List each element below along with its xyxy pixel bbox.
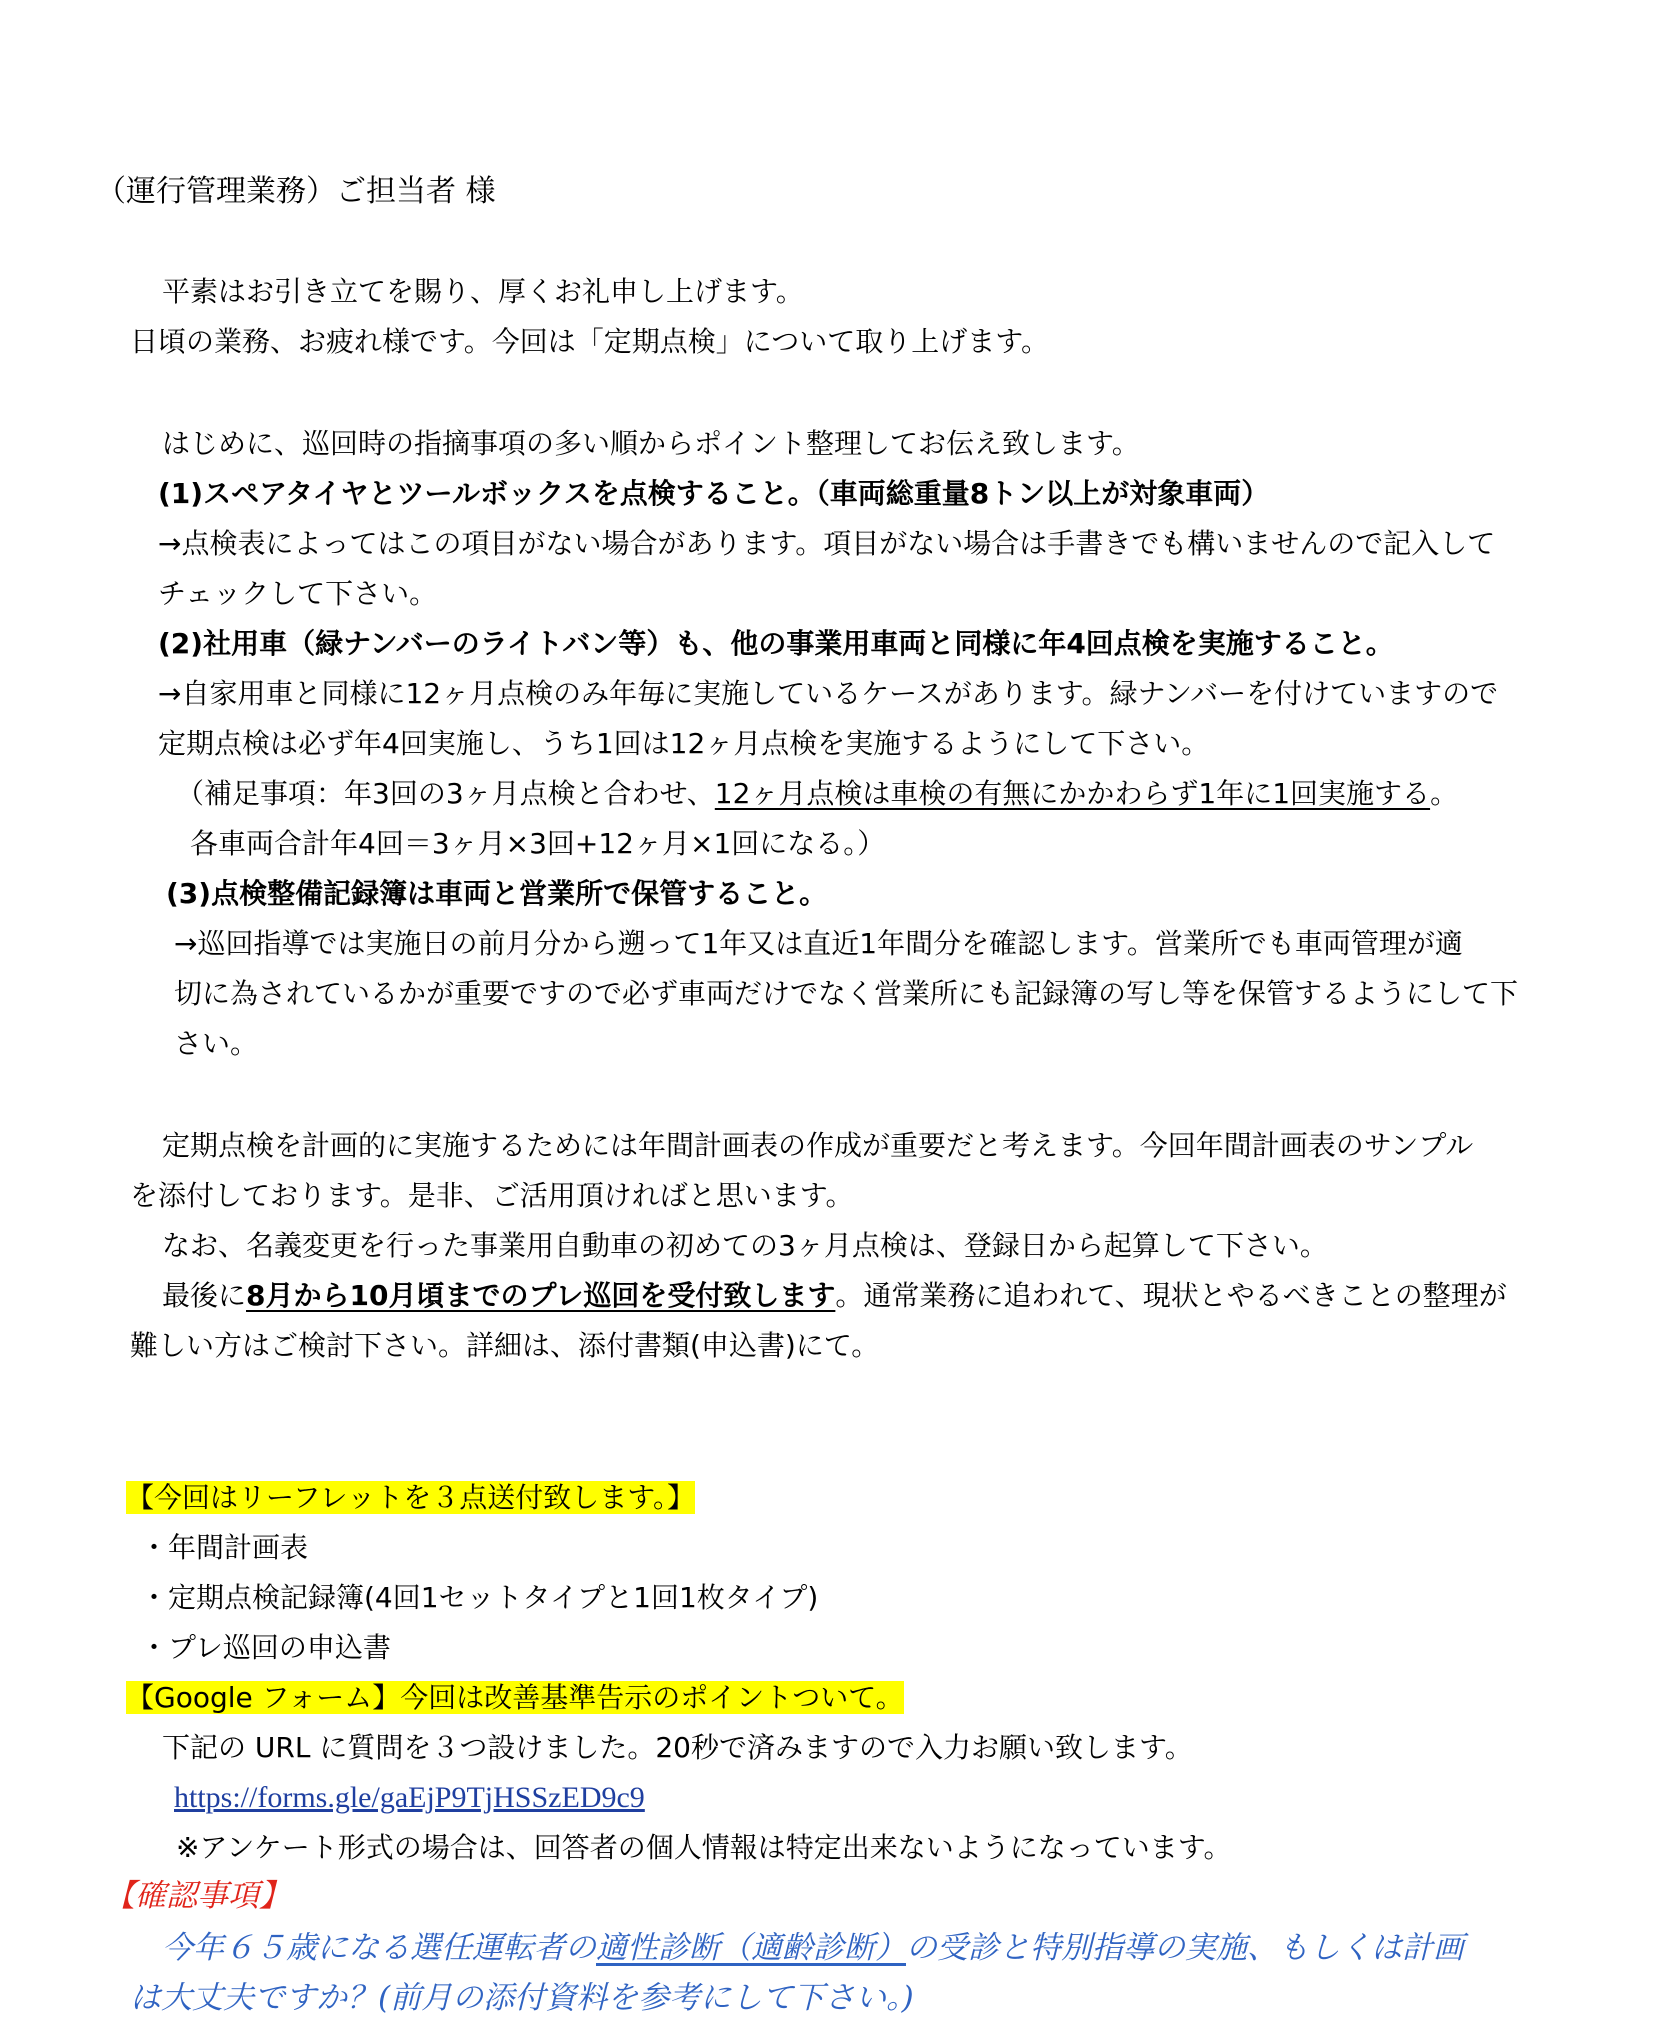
- point-3-body-line: さい。: [174, 1027, 259, 1060]
- google-form-heading-text: 【Google フォーム】今回は改善基準告示のポイントついて。: [126, 1681, 904, 1714]
- point-3-heading: (3)点検整備記録簿は車両と営業所で保管すること。: [166, 877, 828, 910]
- leaflet-heading: [126, 1478, 695, 1518]
- confirmation-line-2: は大丈夫ですか？(前月の添付資料を参考にして下さい。): [130, 1980, 914, 2016]
- google-form-heading: [126, 1678, 904, 1718]
- aptitude-diagnosis-link[interactable]: 適性診断（適齢診断）: [596, 1930, 906, 1966]
- closing-line-4-prefix: 最後に: [162, 1279, 247, 1312]
- leaflet-heading-text: 【今回はリーフレットを３点送付致します。】: [126, 1481, 695, 1514]
- closing-line-4: [162, 1276, 1507, 1316]
- leaflet-item: ・定期点検記録簿(4回1セットタイプと1回1枚タイプ): [140, 1581, 819, 1614]
- addressee: （運行管理業務）ご担当者 様: [96, 174, 496, 209]
- closing-line-2: を添付しております。是非、ご活用頂ければと思います。: [130, 1179, 854, 1212]
- greeting-line-1: 平素はお引き立てを賜り、厚くお礼申し上げます。: [162, 275, 804, 308]
- confirmation-line-1-suffix: の受診と特別指導の実施、もしくは計画: [906, 1930, 1464, 1966]
- point-2-supplement: [176, 774, 1458, 814]
- point-1-body-line: チェックして下さい。: [158, 577, 438, 610]
- intro-text: はじめに、巡回時の指摘事項の多い順からポイント整理してお伝え致します。: [162, 427, 1140, 460]
- point-2-body-line: →自家用車と同様に12ヶ月点検のみ年毎に実施しているケースがあります。緑ナンバーを付けていますので: [158, 677, 1499, 710]
- confirmation-line-1: [162, 1928, 1464, 1968]
- greeting-line-2: 日頃の業務、お疲れ様です。今回は「定期点検」について取り上げます。: [130, 325, 1049, 358]
- point-3-body-line: →巡回指導では実施日の前月分から遡って1年又は直近1年間分を確認します。営業所でも車両管理が適: [174, 927, 1463, 960]
- supplement-underlined: 12ヶ月点検は車検の有無にかかわらず1年に1回実施する: [714, 777, 1431, 810]
- confirmation-line-1-prefix: 今年６５歳になる選任運転者の: [162, 1930, 596, 1966]
- point-2-heading: (2)社用車（緑ナンバーのライトバン等）も、他の事業用車両と同様に年4回点検を実施すること。: [158, 627, 1394, 660]
- pre-patrol-announcement: 8月から10月頃までのプレ巡回を受付致します: [246, 1279, 836, 1312]
- closing-line-3: なお、名義変更を行った事業用自動車の初めての3ヶ月点検は、登録日から起算して下さい。: [162, 1229, 1328, 1262]
- leaflet-item: ・年間計画表: [140, 1531, 309, 1564]
- closing-line-5: 難しい方はご検討下さい。詳細は、添付書類(申込書)にて。: [130, 1329, 880, 1362]
- supplement-prefix: （補足事項：年3回の3ヶ月点検と合わせ、: [176, 777, 715, 810]
- point-3-body-line: 切に為されているかが重要ですので必ず車両だけでなく営業所にも記録簿の写し等を保管するようにして下: [174, 977, 1519, 1010]
- google-form-link[interactable]: https://forms.gle/gaEjP9TjHSSzED9c9: [174, 1781, 645, 1814]
- point-2-supplement-line-2: 各車両合計年4回＝3ヶ月×3回+12ヶ月×1回になる。）: [190, 827, 886, 860]
- point-1-body-line: →点検表によってはこの項目がない場合があります。項目がない場合は手書きでも構いませんので記入して: [158, 527, 1496, 560]
- anonymity-note: ※アンケート形式の場合は、回答者の個人情報は特定出来ないようになっています。: [176, 1831, 1232, 1864]
- confirmation-heading: 【確認事項】: [104, 1878, 290, 1914]
- google-form-description: 下記の URL に質問を３つ設けました。20秒で済みますので入力お願い致します。: [162, 1731, 1193, 1764]
- closing-line-4-suffix: 。通常業務に追われて、現状とやるべきことの整理が: [835, 1279, 1507, 1312]
- closing-line-1: 定期点検を計画的に実施するためには年間計画表の作成が重要だと考えます。今回年間計画表のサンプル: [162, 1129, 1474, 1162]
- leaflet-item: ・プレ巡回の申込書: [140, 1631, 391, 1664]
- supplement-suffix: 。: [1430, 777, 1459, 810]
- point-1-heading: (1)スペアタイヤとツールボックスを点検すること。（車両総重量8トン以上が対象車両）: [158, 477, 1270, 510]
- point-2-body-line: 定期点検は必ず年4回実施し、うち1回は12ヶ月点検を実施するようにして下さい。: [158, 727, 1210, 760]
